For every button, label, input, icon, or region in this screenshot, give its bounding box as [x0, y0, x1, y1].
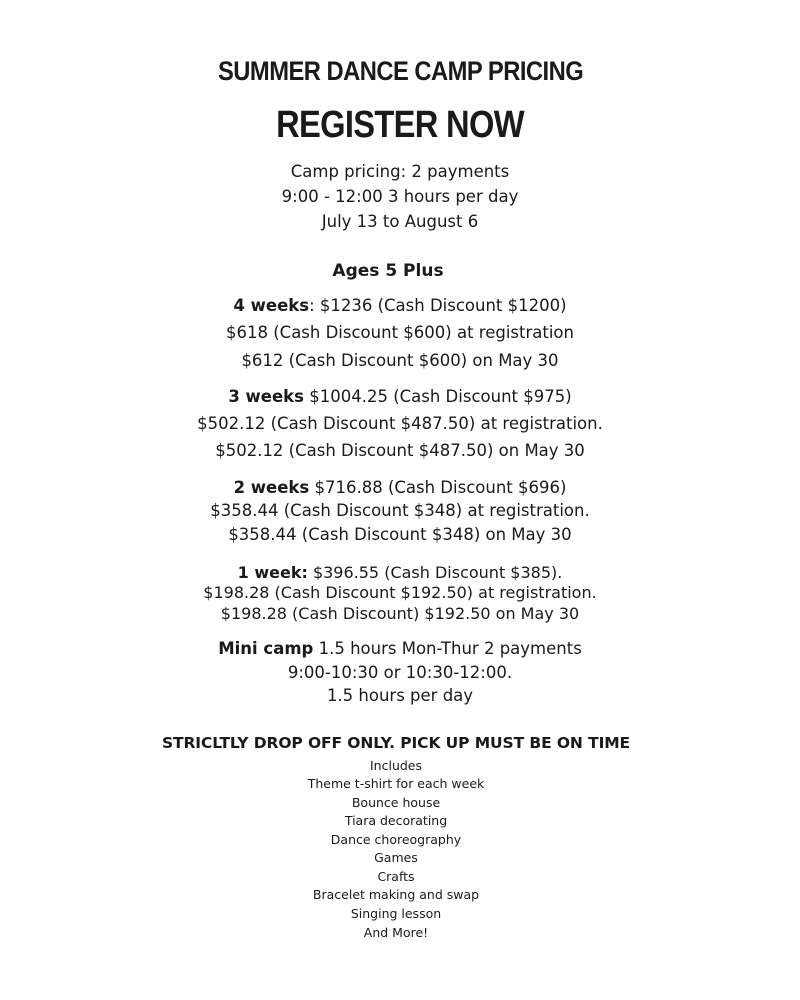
package-2-weeks-payment-2: $358.44 (Cash Discount $348) on May 30 [228, 525, 572, 544]
drop-off-notice: STRICLTLY DROP OFF ONLY. PICK UP MUST BE ON TIME [161, 734, 631, 752]
camp-pricing-info: Camp pricing: 2 payments [290, 162, 510, 181]
camp-dates-info: July 13 to August 6 [321, 212, 479, 231]
package-4-weeks-payment-2: $612 (Cash Discount $600) on May 30 [241, 351, 559, 370]
package-3-weeks-payment-2: $502.12 (Cash Discount $487.50) on May 30 [215, 441, 585, 460]
ages-heading: Ages 5 Plus [332, 261, 444, 281]
package-3-weeks-payment-1: $502.12 (Cash Discount $487.50) at registration. [197, 414, 603, 433]
package-3-weeks-price: $1004.25 (Cash Discount $975) [303, 387, 572, 406]
include-item: Singing lesson [350, 906, 442, 921]
mini-camp-duration: 1.5 hours per day [326, 686, 474, 705]
include-item: Tiara decorating [344, 813, 448, 828]
include-item: Games [374, 850, 418, 865]
package-4-weeks-payment-1: $618 (Cash Discount $600) at registration [226, 323, 574, 342]
page-title: SUMMER DANCE CAMP PRICING [217, 56, 584, 86]
include-item: Bounce house [351, 795, 441, 810]
package-2-weeks-price: $716.88 (Cash Discount $696) [309, 478, 567, 497]
package-4-weeks-summary [0, 296, 800, 315]
mini-camp-times: 9:00-10:30 or 10:30-12:00. [287, 663, 513, 682]
mini-camp-details: 1.5 hours Mon-Thur 2 payments [313, 639, 582, 658]
package-3-weeks-summary [0, 387, 800, 406]
include-item: And More! [363, 925, 429, 940]
package-1-week-label: 1 week: [237, 563, 308, 582]
camp-hours-info: 9:00 - 12:00 3 hours per day [281, 187, 519, 206]
package-2-weeks-label: 2 weeks [233, 478, 310, 497]
package-4-weeks-label: 4 weeks [233, 296, 310, 315]
package-1-week-payment-1: $198.28 (Cash Discount $192.50) at registration. [203, 583, 597, 602]
mini-camp-summary [0, 639, 800, 658]
package-1-week-price: $396.55 (Cash Discount $385). [307, 563, 563, 582]
package-2-weeks-payment-1: $358.44 (Cash Discount $348) at registration. [210, 501, 590, 520]
include-item: Crafts [377, 869, 415, 884]
includes-heading: Includes [369, 758, 422, 773]
include-item: Dance choreography [330, 832, 462, 847]
package-3-weeks-label: 3 weeks [228, 387, 304, 406]
package-1-week-payment-2: $198.28 (Cash Discount) $192.50 on May 30 [220, 604, 580, 623]
include-item: Theme t-shirt for each week [307, 776, 485, 791]
register-now-heading: REGISTER NOW [276, 104, 524, 146]
package-4-weeks-price: : $1236 (Cash Discount $1200) [309, 296, 567, 315]
package-1-week-summary [0, 563, 800, 582]
package-2-weeks-summary [0, 478, 800, 497]
include-item: Bracelet making and swap [312, 887, 480, 902]
mini-camp-label: Mini camp [218, 639, 314, 658]
